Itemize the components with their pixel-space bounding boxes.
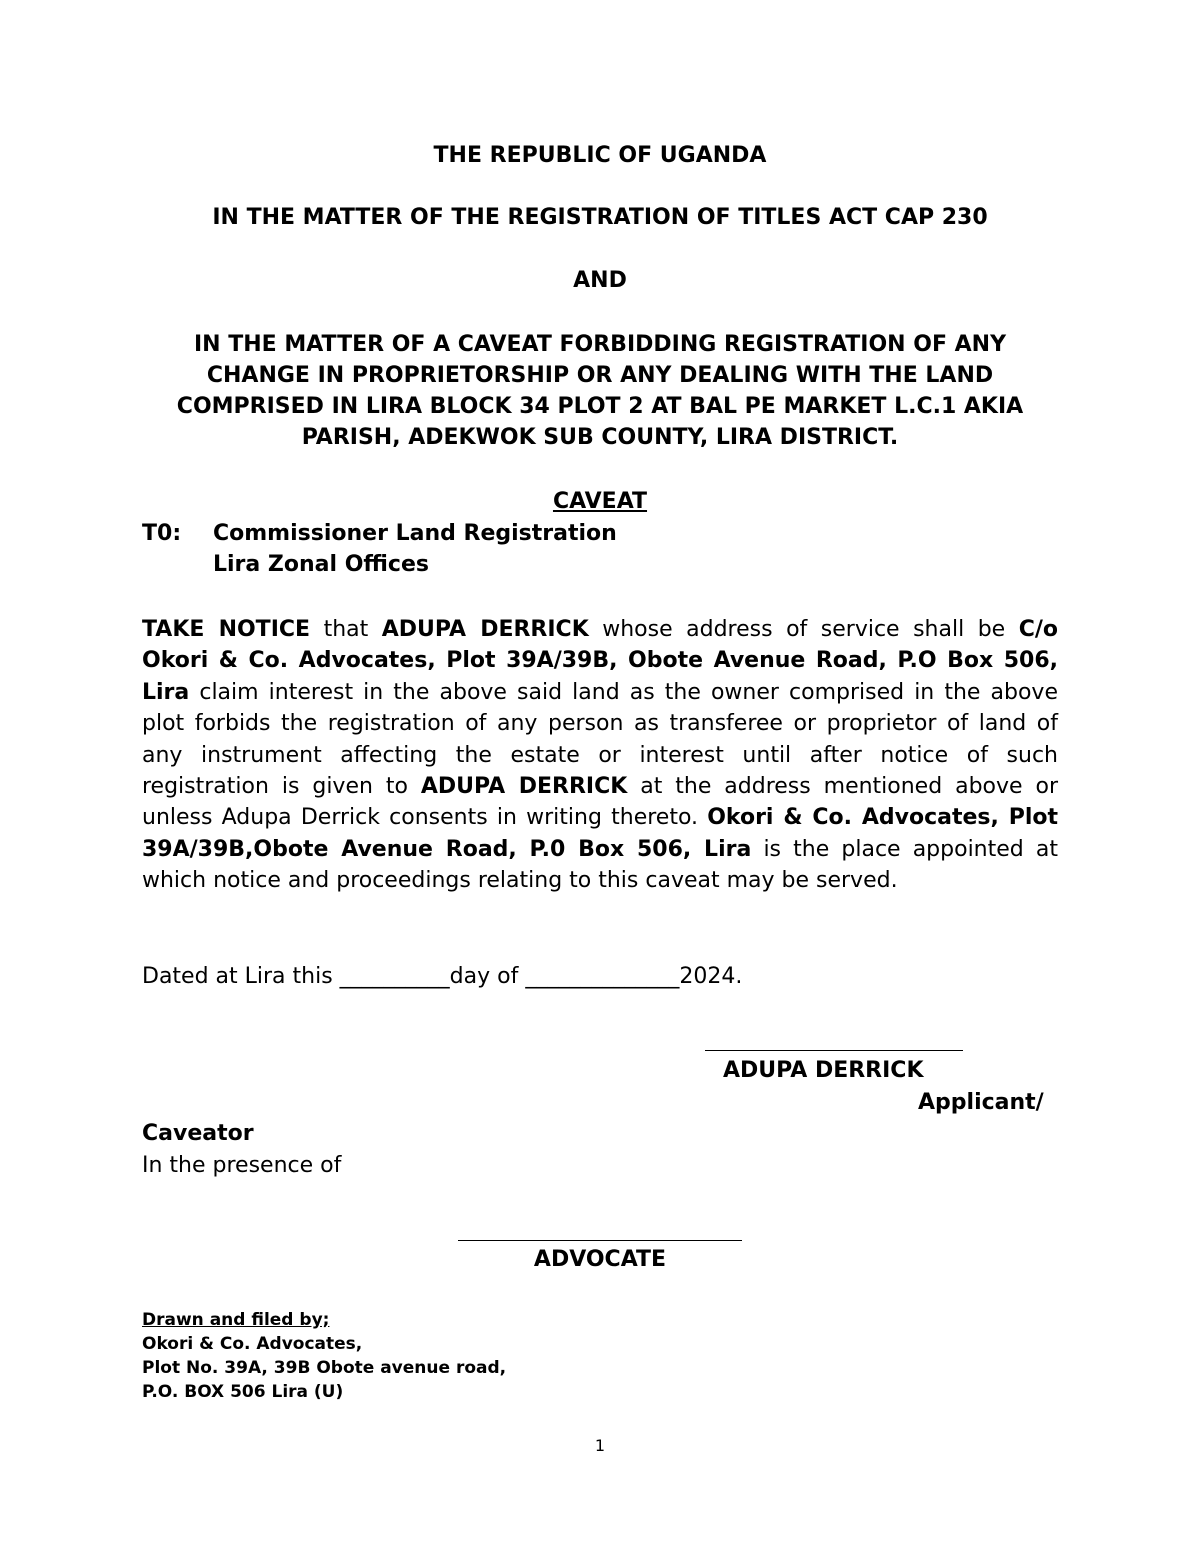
body-text-5: is the place appointed at which notice and proceedings relating to this caveat may be served. — [142, 836, 1058, 894]
presence-text: In the presence of — [142, 1153, 342, 1178]
notice-address: Okori & Co. Advocates, Plot 39A/39B,Obote Avenue Road, P.0 Box 506, Lira — [142, 805, 1058, 862]
caveat-title: CAVEAT — [552, 489, 648, 514]
drawn-line-2: Plot No. 39A, 39B Obote avenue road, — [142, 1358, 507, 1378]
matter-caveat-line-4: PARISH, ADEKWOK SUB COUNTY, LIRA DISTRICT. — [301, 425, 899, 450]
drawn-line-3: P.O. BOX 506 Lira (U) — [142, 1382, 344, 1402]
advocate-signature-line — [458, 1240, 742, 1241]
body-text-2: whose address of service shall be — [588, 617, 1019, 642]
matter-caveat-line-1: IN THE MATTER OF A CAVEAT FORBIDDING REGISTRATION OF ANY — [193, 332, 1007, 357]
matter-caveat-heading — [130, 329, 1070, 453]
dated-year: 2024. — [679, 964, 743, 989]
dated-mid: day of — [449, 964, 526, 989]
applicant-name: ADUPA DERRICK — [381, 617, 589, 642]
month-blank: ______________ — [525, 964, 680, 989]
service-address: C/o Okori & Co. Advocates, Plot 39A/39B, Obote Avenue Road, P.O Box 506, Lira — [142, 617, 1058, 705]
day-blank: __________ — [339, 964, 450, 989]
to-label: T0: — [142, 521, 182, 546]
matter-caveat-line-2: CHANGE IN PROPRIETORSHIP OR ANY DEALING WITH THE LAND — [206, 363, 994, 388]
notice-paragraph — [142, 614, 1058, 897]
body-text-1: that — [310, 617, 382, 642]
take-notice-phrase: TAKE NOTICE — [142, 617, 311, 642]
matter-registration-heading: IN THE MATTER OF THE REGISTRATION OF TITLES ACT CAP 230 — [212, 205, 988, 230]
body-text-3: claim interest in the above said land as the owner comprised in the above plot forbids the registration of any person as transferee or proprietor of land of any instrument affecting the estate or interest until after notice of such registration is given to — [142, 679, 1058, 800]
dated-line — [142, 961, 742, 992]
and-heading: AND — [573, 268, 627, 293]
dated-prefix: Dated at Lira this — [142, 964, 340, 989]
matter-caveat-line-3: COMPRISED IN LIRA BLOCK 34 PLOT 2 AT BAL PE MARKET L.C.1 AKIA — [176, 394, 1024, 419]
signatory-role-2: Caveator — [142, 1121, 254, 1146]
addressee-line-1: Commissioner Land Registration — [213, 521, 617, 546]
drawn-title: Drawn and filed by; — [142, 1310, 330, 1330]
applicant-name-2: ADUPA DERRICK — [420, 774, 628, 800]
body-text-4: at the address mentioned above or unless Adupa Derrick consents in writing thereto. — [142, 774, 1058, 831]
signatory-role-1: Applicant/ — [918, 1090, 1044, 1115]
applicant-signature-line — [705, 1050, 963, 1051]
addressee-line-2: Lira Zonal Offices — [213, 552, 429, 577]
signatory-name: ADUPA DERRICK — [723, 1058, 924, 1083]
page-number: 1 — [594, 1436, 606, 1455]
republic-heading: THE REPUBLIC OF UGANDA — [433, 143, 767, 168]
drawn-line-1: Okori & Co. Advocates, — [142, 1334, 363, 1354]
advocate-label: ADVOCATE — [533, 1247, 667, 1272]
